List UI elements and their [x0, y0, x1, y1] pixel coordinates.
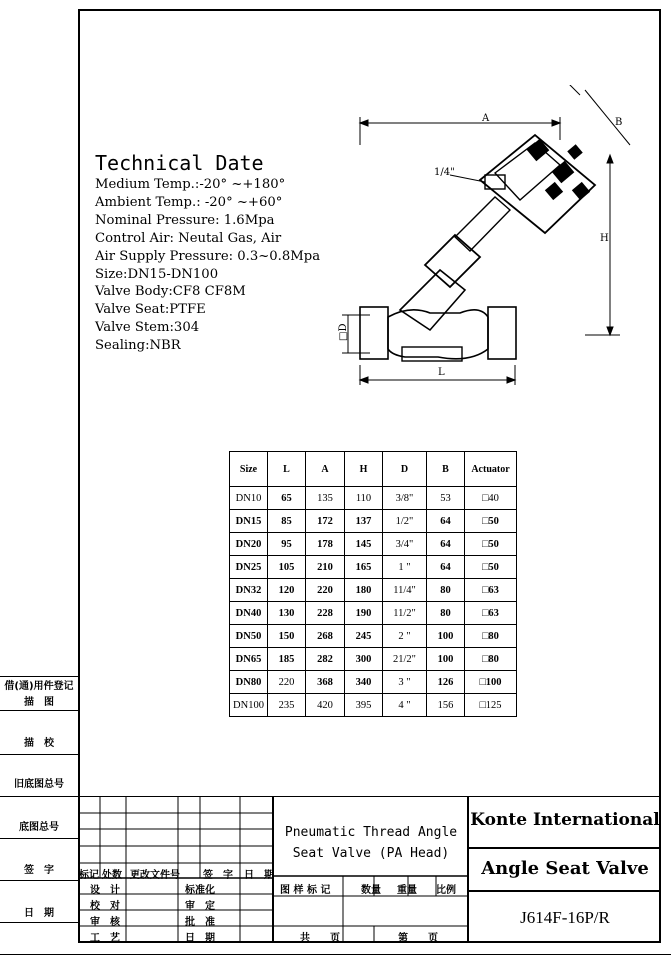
- cell: □125: [465, 694, 517, 717]
- header-a: A: [306, 452, 345, 487]
- cell: □100: [465, 671, 517, 694]
- cell: 11/2": [383, 602, 427, 625]
- spec-line: Size:DN15-DN100: [95, 266, 219, 282]
- cell: 130: [268, 602, 306, 625]
- cell: DN50: [230, 625, 268, 648]
- cell: 282: [306, 648, 345, 671]
- sheet-number: 第 页: [398, 933, 438, 944]
- table-row: [230, 487, 517, 510]
- cell: 64: [427, 533, 465, 556]
- signoff-label: 工 艺: [90, 933, 120, 944]
- table-row: [230, 579, 517, 602]
- cell: 135: [306, 487, 345, 510]
- meta-header: 重量: [397, 885, 417, 896]
- cell: DN25: [230, 556, 268, 579]
- label-b: B: [615, 117, 623, 128]
- cell: 178: [306, 533, 345, 556]
- cell: 172: [306, 510, 345, 533]
- cell: 100: [427, 625, 465, 648]
- signoff-label: 批 准: [185, 917, 215, 928]
- cell: 228: [306, 602, 345, 625]
- cell: 156: [427, 694, 465, 717]
- dimension-table: [229, 451, 517, 717]
- margin-label: 底图总号: [19, 822, 59, 833]
- cell: DN10: [230, 487, 268, 510]
- cell: 340: [345, 671, 383, 694]
- cell: 245: [345, 625, 383, 648]
- bottom-rule: [0, 954, 671, 955]
- header-h: H: [345, 452, 383, 487]
- header-l: L: [268, 452, 306, 487]
- left-margin-block: [0, 676, 78, 943]
- cell: □63: [465, 579, 517, 602]
- spec-line: Air Supply Pressure: 0.3~0.8Mpa: [95, 248, 321, 264]
- label-port: 1/4": [434, 167, 455, 178]
- cell: 53: [427, 487, 465, 510]
- description-line-1: Pneumatic Thread Angle: [284, 825, 458, 840]
- signoff-label: 设 计: [90, 885, 120, 896]
- cell: DN80: [230, 671, 268, 694]
- table-row: [230, 533, 517, 556]
- cell: 65: [268, 487, 306, 510]
- margin-label: 旧底图总号: [14, 779, 64, 790]
- cell: 395: [345, 694, 383, 717]
- cell: 145: [345, 533, 383, 556]
- cell: 190: [345, 602, 383, 625]
- cell: 80: [427, 579, 465, 602]
- rev-header: 更改文件号: [130, 870, 180, 881]
- cell: 220: [306, 579, 345, 602]
- cell: 420: [306, 694, 345, 717]
- cell: 110: [345, 487, 383, 510]
- table-row: [230, 694, 517, 717]
- signoff-label: 审 核: [90, 917, 120, 928]
- cell: 126: [427, 671, 465, 694]
- cell: □40: [465, 487, 517, 510]
- cell: 1 ": [383, 556, 427, 579]
- model-number: J614F-16P/R: [520, 908, 610, 927]
- cell: 210: [306, 556, 345, 579]
- cell: 185: [268, 648, 306, 671]
- margin-label: 描 校: [24, 738, 54, 749]
- meta-header: 比例: [436, 885, 456, 896]
- cell: 3/8": [383, 487, 427, 510]
- product-name: Angle Seat Valve: [481, 858, 649, 879]
- cell: □50: [465, 510, 517, 533]
- cell: DN20: [230, 533, 268, 556]
- cell: 137: [345, 510, 383, 533]
- header-d: D: [383, 452, 427, 487]
- header-b: B: [427, 452, 465, 487]
- cell: □63: [465, 602, 517, 625]
- signoff-label: 校 对: [90, 901, 120, 912]
- cell: 3 ": [383, 671, 427, 694]
- table-row: [230, 556, 517, 579]
- cell: 21/2": [383, 648, 427, 671]
- cell: 95: [268, 533, 306, 556]
- header-actuator: Actuator: [465, 452, 517, 487]
- cell: 100: [427, 648, 465, 671]
- cell: 64: [427, 510, 465, 533]
- spec-line: Control Air: Neutal Gas, Air: [95, 230, 282, 246]
- cell: 220: [268, 671, 306, 694]
- product-description: [276, 822, 466, 864]
- description-line-2: Seat Valve (PA Head): [292, 846, 450, 861]
- cell: □50: [465, 533, 517, 556]
- cell: □80: [465, 625, 517, 648]
- cell: 300: [345, 648, 383, 671]
- margin-label: 日 期: [24, 908, 54, 919]
- cell: 3/4": [383, 533, 427, 556]
- spec-line: Medium Temp.:-20° ~+180°: [95, 177, 286, 192]
- cell: DN100: [230, 694, 268, 717]
- technical-title: Technical Date: [95, 151, 264, 175]
- cell: 268: [306, 625, 345, 648]
- table-row: [230, 671, 517, 694]
- cell: 180: [345, 579, 383, 602]
- sheet-total: 共 页: [300, 933, 340, 944]
- rev-header: 处数: [102, 870, 122, 881]
- rev-header: 签 字: [203, 870, 233, 881]
- table-row: [230, 648, 517, 671]
- cell: 105: [268, 556, 306, 579]
- company-name: Konte International: [470, 810, 660, 830]
- spec-line: Nominal Pressure: 1.6Mpa: [95, 212, 275, 228]
- spec-line: Valve Body:CF8 CF8M: [95, 284, 246, 300]
- rev-header: 标记: [79, 870, 99, 881]
- label-d: □D: [338, 323, 349, 341]
- meta-header: 数量: [361, 885, 381, 896]
- cell: DN40: [230, 602, 268, 625]
- cell: 4 ": [383, 694, 427, 717]
- cell: DN32: [230, 579, 268, 602]
- cell: 80: [427, 602, 465, 625]
- technical-data: [95, 150, 320, 355]
- spec-line: Valve Stem:304: [95, 320, 200, 336]
- label-h: H: [600, 233, 609, 244]
- table-row: [230, 510, 517, 533]
- header-size: Size: [230, 452, 268, 487]
- cell: 64: [427, 556, 465, 579]
- cell: DN65: [230, 648, 268, 671]
- table-row: [230, 625, 517, 648]
- rev-header: 日 期: [244, 870, 274, 881]
- spec-line: Valve Seat:PTFE: [95, 302, 206, 318]
- cell: 150: [268, 625, 306, 648]
- label-a: A: [482, 113, 490, 124]
- meta-header: 图 样 标 记: [280, 885, 331, 896]
- cell: 235: [268, 694, 306, 717]
- cell: 120: [268, 579, 306, 602]
- cell: 368: [306, 671, 345, 694]
- cell: □80: [465, 648, 517, 671]
- spec-line: Sealing:NBR: [95, 338, 181, 354]
- table-row: [230, 602, 517, 625]
- cell: 1/2": [383, 510, 427, 533]
- cell: DN15: [230, 510, 268, 533]
- spec-line: Ambient Temp.: -20° ~+60°: [95, 194, 283, 210]
- cell: □50: [465, 556, 517, 579]
- margin-label: 借(通)用件登记: [4, 681, 74, 692]
- signoff-label: 日 期: [185, 933, 215, 944]
- cell: 11/4": [383, 579, 427, 602]
- signoff-label: 标准化: [185, 885, 215, 896]
- label-l: L: [438, 367, 445, 378]
- signoff-label: 审 定: [185, 901, 215, 912]
- valve-drawing: [330, 85, 650, 395]
- cell: 165: [345, 556, 383, 579]
- cell: 2 ": [383, 625, 427, 648]
- margin-label: 签 字: [24, 865, 54, 876]
- table-header-row: [230, 452, 517, 487]
- cell: 85: [268, 510, 306, 533]
- margin-label: 描 图: [24, 697, 54, 708]
